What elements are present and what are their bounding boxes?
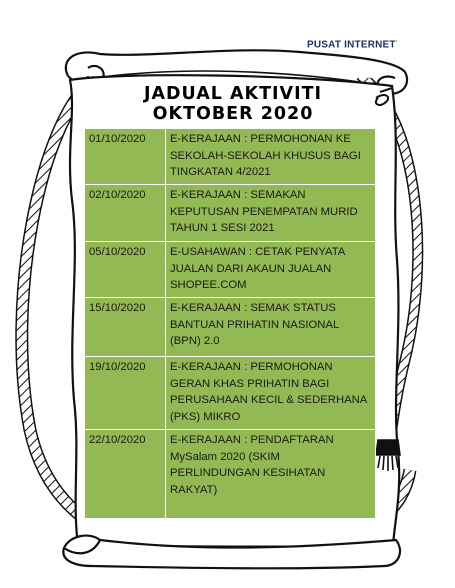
schedule-date: 01/10/2020 xyxy=(85,129,166,185)
table-row xyxy=(85,357,376,430)
brand-logo-text: PUSAT INTERNET· xyxy=(307,39,398,51)
table-row xyxy=(85,242,376,298)
schedule-activity: E-KERAJAAN : PERMOHONAN KE SEKOLAH-SEKOLAH KHUSUS BAGI TINGKATAN 4/2021 xyxy=(166,129,376,185)
schedule-activity: E-KERAJAAN : SEMAKAN KEPUTUSAN PENEMPATAN MURID TAHUN 1 SESI 2021 xyxy=(166,185,376,242)
schedule-date: 15/10/2020 xyxy=(85,298,166,357)
schedule-table xyxy=(84,128,376,519)
schedule-date: 05/10/2020 xyxy=(85,242,166,298)
schedule-date: 02/10/2020 xyxy=(85,185,166,242)
schedule-activity: E-KERAJAAN : PENDAFTARAN MySalam 2020 (SKIM PERLINDUNGAN KESIHATAN RAKYAT) xyxy=(166,430,376,519)
table-row xyxy=(85,430,376,519)
page-title: JADUAL AKTIVITI xyxy=(143,84,323,104)
page-subtitle: OKTOBER 2020 xyxy=(152,104,314,124)
schedule-date: 19/10/2020 xyxy=(85,357,166,430)
schedule-activity: E-USAHAWAN : CETAK PENYATA JUALAN DARI AKAUN JUALAN SHOPEE.COM xyxy=(166,242,376,298)
schedule-date: 22/10/2020 xyxy=(85,430,166,519)
schedule-activity: E-KERAJAAN : SEMAK STATUS BANTUAN PRIHATIN NASIONAL (BPN) 2.0 xyxy=(166,298,376,357)
table-row xyxy=(85,185,376,242)
schedule-activity: E-KERAJAAN : PERMOHONAN GERAN KHAS PRIHATIN BAGI PERUSAHAAN KECIL & SEDERHANA (PKS) MIKRO xyxy=(166,357,376,430)
table-row xyxy=(85,298,376,357)
table-row xyxy=(85,129,376,185)
